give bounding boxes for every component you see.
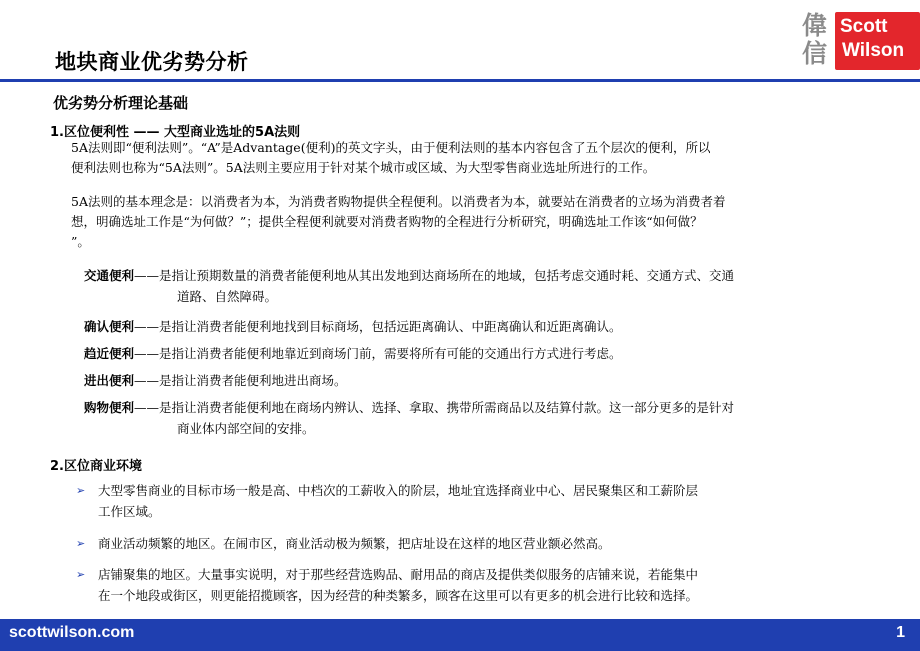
arrow-bullet-icon: ➢ bbox=[76, 537, 86, 550]
arrow-bullet-icon: ➢ bbox=[76, 484, 86, 497]
definition-item: 购物便利——是指让消费者能便利地在商场内辨认、选择、拿取、携带所需商品以及结算付款。这一部分更多的是针对 商业体内部空间的安排。 bbox=[84, 400, 735, 436]
footer-site-link[interactable]: scottwilson.com bbox=[9, 624, 135, 641]
footer-bar bbox=[0, 619, 920, 651]
company-logo bbox=[802, 10, 920, 72]
logo-line2: Wilson bbox=[842, 40, 905, 61]
logo-chinese: 偉 信 bbox=[802, 11, 828, 68]
section1-para2: 5A法则的基本理念是：以消费者为本，为消费者购物提供全程便利。以消费者为本，就要站在消费者的立场为消费者着 想，明确选址工作是“为何做？”；提供全程便利就要对消费者购物的全程进行分析研究，明确选址工作该“如何做？ ”。 bbox=[71, 194, 726, 249]
list-item: ➢ 店铺聚集的地区。大量事实说明，对于那些经营选购品、耐用品的商店及提供类似服务的店铺来说，若能集中 在一个地段或街区，则更能招揽顾客，因为经营的种类繁多，顾客在这里可以有更多的机会进行比较和选择。 bbox=[76, 564, 856, 606]
definition-item: 进出便利——是指让消费者能便利地进出商场。 bbox=[84, 373, 347, 388]
section1-heading: 1.区位便利性 —— 大型商业选址的5A法则 bbox=[50, 125, 301, 140]
section1-para1: 5A法则即“便利法则”。“A”是Advantage(便利)的英文字头，由于便利法则的基本内容包含了五个层次的便利，所以 便利法则也称为“5A法则”。5A法则主要应用于针对某个城市或区域、为大型零售商业选址所进行的工作。 bbox=[71, 140, 711, 175]
definition-item: 确认便利——是指让消费者能便利地找到目标商场，包括远距离确认、中距离确认和近距离确认。 bbox=[84, 319, 622, 334]
list-item: ➢ 大型零售商业的目标市场一般是高、中档次的工薪收入的阶层，地址宜选择商业中心、居民聚集区和工薪阶层 工作区域。 bbox=[76, 480, 856, 522]
section2-heading: 2.区位商业环境 bbox=[50, 459, 142, 474]
page-number: 1 bbox=[896, 624, 905, 641]
arrow-bullet-icon: ➢ bbox=[76, 568, 86, 581]
subtitle: 优劣势分析理论基础 bbox=[53, 94, 189, 112]
definition-item: 交通便利——是指让预期数量的消费者能便利地从其出发地到达商场所在的地域，包括考虑交通时耗、交通方式、交通 道路、自然障碍。 bbox=[84, 268, 735, 304]
list-item: ➢ 商业活动频繁的地区。在闹市区，商业活动极为频繁，把店址设在这样的地区营业额必然高。 bbox=[76, 533, 856, 554]
page-title: 地块商业优劣势分析 bbox=[55, 50, 249, 74]
logo-line1: Scott bbox=[840, 16, 888, 37]
logo-box bbox=[835, 12, 920, 70]
title-rule bbox=[0, 79, 920, 82]
definition-item: 趋近便利——是指让消费者能便利地靠近到商场门前，需要将所有可能的交通出行方式进行考虑。 bbox=[84, 346, 622, 361]
